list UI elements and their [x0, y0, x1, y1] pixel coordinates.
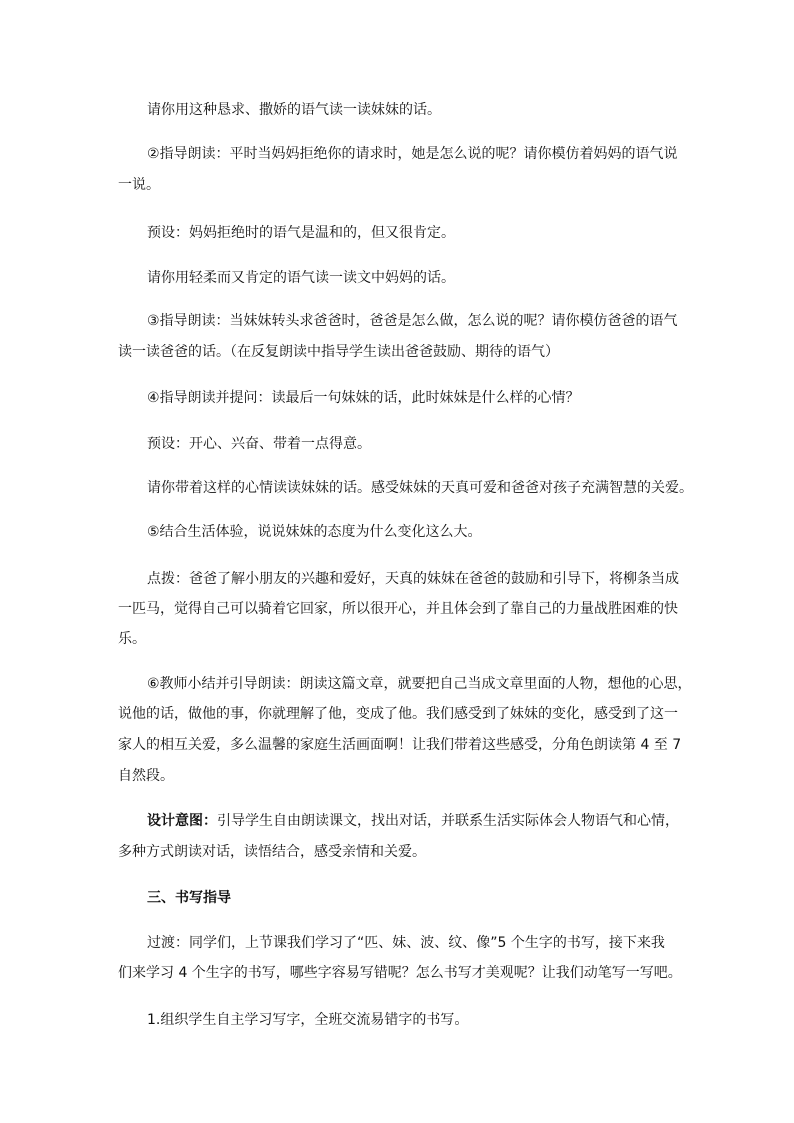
paragraph-line: 点拨：爸爸了解小朋友的兴趣和爱好，天真的妹妹在爸爸的鼓励和引导下，将柳条当成: [147, 571, 679, 587]
design-intent-line: [147, 811, 679, 831]
paragraph-line: 家人的相互关爱，多么温馨的家庭生活画面啊！让我们带着这些感受，分角色朗读第 4 至 7: [118, 737, 682, 753]
design-intent-text: 引导学生自由朗读课文，找出对话，并联系生活实际体会人物语气和心情，: [217, 813, 679, 829]
paragraph-line: 过渡：同学们，上节课我们学习了“匹、妹、波、纹、像”5 个生字的书写，接下来我: [147, 935, 665, 951]
paragraph-line: 自然段。: [118, 768, 174, 784]
paragraph-line: 一匹马，觉得自己可以骑着它回家，所以很开心，并且体会到了靠自己的力量战胜困难的快: [118, 601, 678, 617]
paragraph-line: 1.组织学生自主学习写字，全班交流易错字的书写。: [147, 1012, 469, 1028]
design-intent-label: 设计意图：: [147, 813, 217, 829]
paragraph-line: ⑤结合生活体验，说说妹妹的态度为什么变化这么大。: [147, 524, 482, 540]
paragraph-line: 们来学习 4 个生字的书写，哪些字容易写错呢？怎么书写才美观呢？让我们动笔写一写吧。: [118, 965, 682, 981]
section-heading: 三、书写指导: [147, 890, 231, 906]
paragraph-line: ②指导朗读：平时当妈妈拒绝你的请求时，她是怎么说的呢？请你模仿着妈妈的语气说: [147, 146, 678, 162]
paragraph-line: 乐。: [118, 631, 146, 647]
paragraph-line: 请你用轻柔而又肯定的语气读一读文中妈妈的话。: [147, 270, 455, 286]
paragraph-line: 请你带着这样的心情读读妹妹的话。感受妹妹的天真可爱和爸爸对孩子充满智慧的关爱。: [147, 480, 693, 496]
paragraph-line: ④指导朗读并提问：读最后一句妹妹的话，此时妹妹是什么样的心情？: [147, 390, 580, 406]
paragraph-line: 请你用这种恳求、撒娇的语气读一读妹妹的话。: [147, 102, 441, 118]
paragraph-line: 读一读爸爸的话。（在反复朗读中指导学生读出爸爸鼓励、期待的语气）: [118, 344, 559, 360]
paragraph-line: 一说。: [118, 177, 160, 193]
paragraph-line: ③指导朗读：当妹妹转头求爸爸时，爸爸是怎么做，怎么说的呢？请你模仿爸爸的语气: [147, 313, 678, 329]
paragraph-line: 预设：妈妈拒绝时的语气是温和的，但又很肯定。: [147, 225, 455, 241]
paragraph-line: ⑥教师小结并引导朗读：朗读这篇文章，就要把自己当成文章里面的人物，想他的心思，: [147, 676, 692, 692]
paragraph-line: 说他的话，做他的事，你就理解了他，变成了他。我们感受到了妹妹的变化，感受到了这一: [118, 706, 678, 722]
paragraph-line: 多种方式朗读对话，读悟结合，感受亲情和关爱。: [118, 844, 426, 860]
paragraph-line: 预设：开心、兴奋、带着一点得意。: [147, 436, 371, 452]
